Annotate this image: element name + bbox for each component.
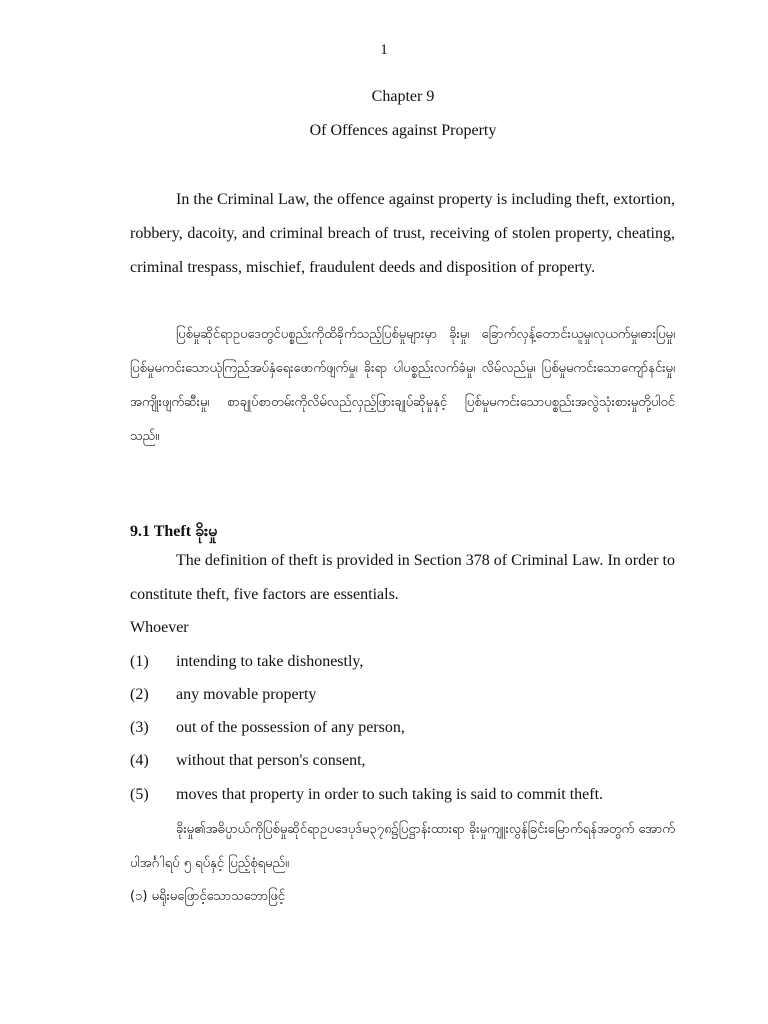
element-number: (4) (130, 752, 149, 769)
element-text: out of the possession of any person, (176, 719, 405, 736)
intro-paragraph-myanmar-text: ပြစ်မှုဆိုင်ရာဥပဒေတွင်ပစ္စည်းကိုထိခိုက်သည့်ပြစ်မှုများမှာ ခိုးမှု၊ ခြောက်လှန့်တောင်းယူမှု၊လုယက်မှု၊ဓားပြမှု၊ ပြစ်မှုမကင်းသောယုံကြည်အပ်နှံရေးဖောက်ဖျက်မှု၊ ခိုးရာ ပါပစ္စည်းလက်ခံမှု၊ လိမ်လည်မှု၊ ပြစ်မှုမကင်းသောကျော်နင်းမှု၊ အကျိုးဖျက်ဆီးမှု၊ စာချုပ်စာတမ်းကိုလိမ်လည်လှည့်ဖြားချုပ်ဆိုမှုနှင့် ပြစ်မှုမကင်းသောပစ္စည်းအလွဲသုံးစားမှုတို့ပါဝင်သည်။ (130, 327, 675, 444)
chapter-subtitle: Of Offences against Property (309, 122, 497, 139)
element-text: intending to take dishonestly, (176, 653, 364, 670)
intro-paragraph-english-text: In the Criminal Law, the offence against property is including theft, extortion, robbery, dacoity, and criminal breach of trust, receiving of stolen property, cheating, criminal trespass, mischief, fraudulent deeds and disposition of property. (130, 191, 675, 276)
definition-paragraph-myanmar-text: ခိုးမှု၏အဓိပ္ပာယ်ကိုပြစ်မှုဆိုင်ရာဥပဒေပုဒ်မ၃၇၈၌ပြဋ္ဌာန်းထားရာ ခိုးမှုကျူးလွန်ခြင်းမြောက်ရန်အတွက် အောက်ပါအင်္ဂါရပ် ၅ ရပ်နှင့် ပြည့်စုံရမည်။ (130, 822, 675, 871)
element-number: (5) (130, 786, 149, 803)
chapter-title: Chapter 9 (371, 88, 435, 105)
intro-paragraph-english (130, 183, 675, 285)
element-text: without that person's consent, (176, 752, 366, 769)
page-number: 1 (380, 42, 388, 58)
definition-paragraph-english (130, 544, 675, 612)
intro-paragraph-myanmar (130, 318, 675, 454)
definition-paragraph-myanmar (130, 813, 675, 881)
section-heading-theft: 9.1 Theft ခိုးမှု (130, 523, 218, 540)
definition-paragraph-english-text: The definition of theft is provided in Section 378 of Criminal Law. In order to constitute theft, five factors are essentials. (130, 552, 675, 603)
element-number: (1) (130, 653, 149, 670)
element-text: moves that property in order to such taking is said to commit theft. (176, 786, 604, 803)
element-myanmar-item: (၁) မရိုးမဖြောင့်သောသဘောဖြင့် (130, 889, 285, 904)
element-number: (3) (130, 719, 149, 736)
whoever-label: Whoever (130, 619, 189, 636)
element-text: any movable property (176, 686, 317, 703)
element-number: (2) (130, 686, 149, 703)
